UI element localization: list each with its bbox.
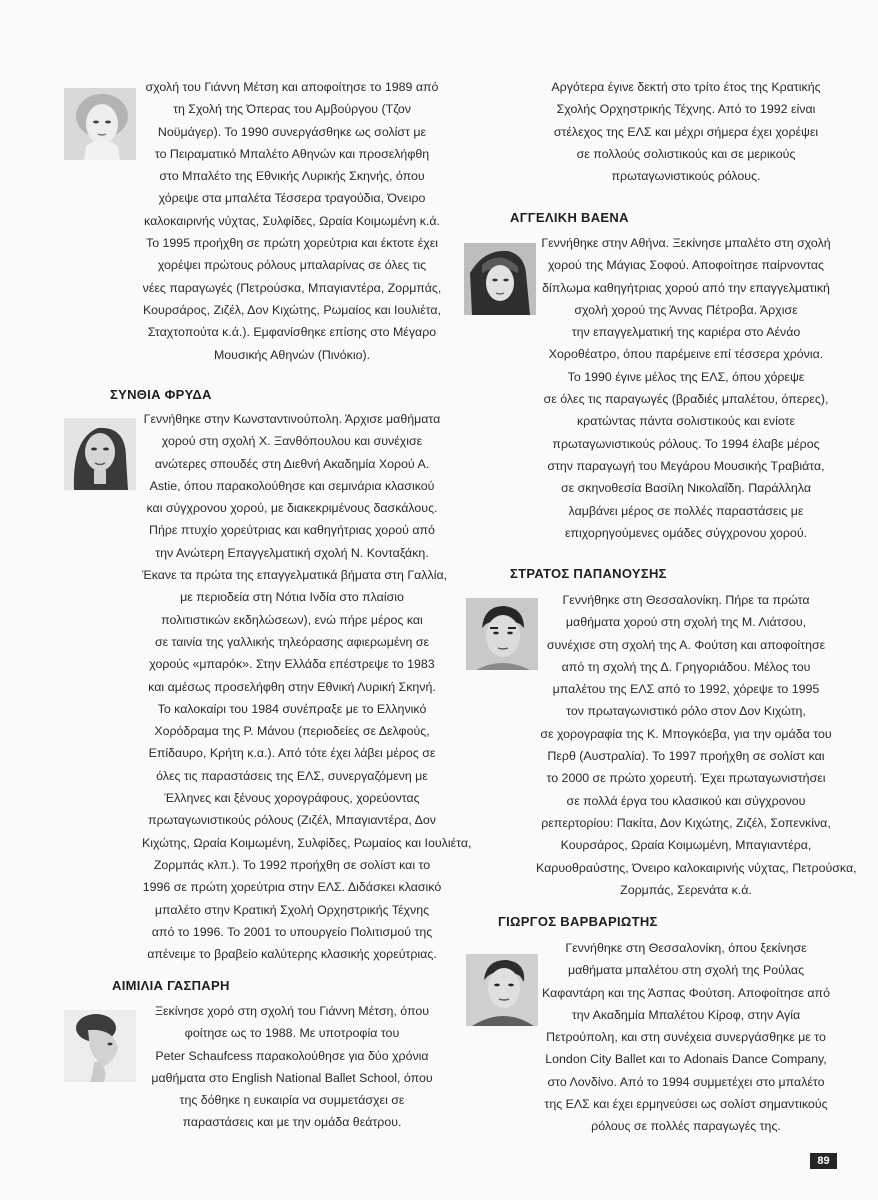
bio-line: στο Μπαλέτο της Εθνικής Λυρικής Σκηνής, όπου	[159, 169, 425, 184]
bio-line: δίπλωμα καθηγήτριας χορού από την επαγγελματική	[542, 280, 830, 295]
bio-line: το 2000 σε πρώτο χορευτή. Έχει πρωταγωνιστήσει	[546, 771, 826, 786]
bio-line: την Ακαδημία Μπαλέτου Κίροφ, στην Αγία	[571, 1007, 801, 1022]
bio-line: χορούς «μπαρόκ». Στην Ελλάδα επέστρεψε το 1983	[149, 657, 435, 672]
bio-line: τη Σχολή της Όπερας του Αμβούργου (Τζον	[173, 102, 411, 117]
bio-line: παραστάσεις και με την ομάδα θεάτρου.	[182, 1115, 402, 1130]
bio-line: Πήρε πτυχίο χορεύτριας και καθηγήτριας χορού από	[149, 523, 435, 538]
bio-line: σε όλες τις παραγωγές (βραδιές μπαλέτου, όπερες),	[543, 392, 829, 407]
bio-line: σχολή του Γιάννη Μέτση και αποφοίτησε το 1989 από	[145, 80, 439, 94]
portrait-image	[466, 598, 538, 670]
portrait-image	[64, 418, 136, 490]
bio-line: λαμβάνει μέρος σε πολλές παραστάσεις με	[568, 503, 804, 518]
dancer-photo	[466, 954, 538, 1026]
bio-line: ανώτερες σπουδές στη Διεθνή Ακαδημία Χορού Α.	[154, 456, 430, 471]
bio-line: όλες τις παραστάσεις της ΕΛΣ, συνεργαζόμενη με	[156, 768, 428, 783]
dancer-name: ΣΤΡΑΤΟΣ ΠΑΠΑΝΟΥΣΗΣ	[510, 566, 667, 581]
bio-line: Πετρούπολη, και στη συνέχεια συνεργάσθηκε με το	[546, 1030, 826, 1045]
bio-line: 1996 σε πρώτη χορεύτρια στην ΕΛΣ. Διδάσκει κλασικό	[142, 880, 442, 895]
dancer-photo	[464, 243, 536, 315]
bio-line: Κουρσάρος, Ζιζέλ, Δον Κιχώτης, Ρωμαίος και Ιουλιέτα,	[143, 302, 441, 317]
portrait-image	[466, 954, 538, 1026]
bio-line: φοίτησε ως το 1988. Με υποτροφία του	[184, 1026, 400, 1041]
bio-line: Χορόδραμα της Ρ. Μάνου (περιοδείες σε Δελφούς,	[154, 724, 430, 739]
bio-line: καλοκαιρινής νύχτας, Συλφίδες, Ωραία Κοιμωμένη κ.ά.	[144, 213, 440, 228]
bio-line: Γεννήθηκε στην Κωνσταντινούπολη. Άρχισε μαθήματα	[143, 412, 441, 426]
bio-line: απένειμε το βραβείο καλύτερης κλασικής χορεύτριας.	[147, 947, 437, 962]
dancer-bio	[142, 1000, 442, 1134]
dancer-name: ΑΙΜΙΛΙΑ ΓΑΣΠΑΡΗ	[112, 978, 230, 993]
bio-line: Γεννήθηκε στη Θεσσαλονίκη, όπου ξεκίνησε	[565, 941, 807, 955]
bio-line: με περιοδεία στη Νότια Ινδία στο πλαίσιο	[180, 590, 404, 605]
bio-line: πολιτιστικών εκδηλώσεων), ενώ πήρε μέρος και	[161, 612, 423, 627]
portrait-image	[64, 88, 136, 160]
bio-line: ρεπερτορίου: Πακίτα, Δον Κιχώτης, Ζιζέλ, Σοπενκίνα,	[541, 815, 831, 830]
bio-line: ρόλους σε πολλές παραγωγές της.	[591, 1119, 781, 1134]
bio-line: Μουσικής Αθηνών (Πινόκιο).	[213, 347, 371, 362]
bio-line: στο Λονδίνο. Από το 1994 συμμετέχει στο μπαλέτο	[547, 1074, 825, 1089]
bio-line: Το 1995 προήχθη σε πρώτη χορεύτρια και έκτοτε έχει	[145, 236, 439, 251]
bio-line: Σχολής Ορχηστρικής Τέχνης. Από το 1992 είναι	[556, 102, 816, 117]
bio-line: μαθήματα μπαλέτου στη σχολή της Ρούλας	[567, 963, 805, 978]
bio-line: σε χορογραφία της Κ. Μπογκόεβα, για την ομάδα του	[540, 726, 832, 741]
bio-line: Κιχώτης, Ωραία Κοιμωμένη, Συλφίδες, Ρωμαίος και Ιουλιέτα,	[142, 835, 472, 850]
bio-line: πρωταγωνιστικούς ρόλους. Το 1994 έλαβε μέρος	[552, 436, 820, 451]
dancer-photo	[64, 418, 136, 490]
bio-line: μπαλέτο στην Κρατική Σχολή Ορχηστρικής Τέχνης	[154, 902, 430, 917]
bio-line: στην παραγωγή του Μεγάρου Μουσικής Τραβιάτα,	[547, 458, 825, 473]
bio-line: Το καλοκαίρι του 1984 συνέπραξε με το Ελληνικό	[157, 701, 427, 716]
dancer-bio	[536, 232, 836, 544]
bio-line: μπαλέτου της ΕΛΣ από το 1992, χόρεψε το 1995	[552, 682, 820, 697]
bio-line: συνέχισε στη σχολή της Α. Φούτση και αποφοίτησε	[546, 637, 826, 652]
bio-line: πρωταγωνιστικούς ρόλους (Ζιζέλ, Μπαγιαντέρα, Δον	[148, 813, 436, 828]
bio-line: Έκανε τα πρώτα της επαγγελματικά βήματα στη Γαλλία,	[142, 568, 448, 583]
bio-line: Σταχτοπούτα κ.ά.). Εμφανίσθηκε επίσης στο Μέγαρο	[147, 325, 437, 340]
bio-line: Γεννήθηκε στην Αθήνα. Ξεκίνησε μπαλέτο στη σχολή	[541, 236, 831, 250]
dancer-photo	[64, 1010, 136, 1082]
bio-line: Το 1990 έγινε μέλος της ΕΛΣ, όπου χόρεψε	[567, 369, 805, 384]
bio-line: μαθήματα στο English National Ballet School, όπου	[151, 1070, 433, 1085]
bio-line: Γεννήθηκε στη Θεσσαλονίκη. Πήρε τα πρώτα	[562, 593, 810, 607]
dancer-photo	[64, 88, 136, 160]
bio-line: Χοροθέατρο, όπου παρέμεινε επί τέσσερα χρόνια.	[548, 347, 824, 362]
bio-line: Ζορμπάς κλπ.). Το 1992 προήχθη σε σολίστ και το	[153, 857, 431, 872]
bio-line: Έλληνες και ξένους χορογράφους, χορεύοντας	[164, 791, 420, 806]
portrait-image	[64, 1010, 136, 1082]
bio-line: από το 1996. Το 2001 το υπουργείο Πολιτισμού της	[151, 924, 433, 939]
bio-line: τον πρωταγωνιστικό ρόλο στον Δον Κιχώτη,	[566, 704, 806, 719]
bio-line: Καρυοθραύστης, Όνειρο καλοκαιρινής νύχτας, Πετρούσκα,	[536, 860, 857, 875]
bio-line: την επαγγελματική της καριέρα στο Αένάο	[571, 325, 801, 340]
bio-line: της ΕΛΣ και έχει ερμηνεύσει ως σολίστ σημαντικούς	[544, 1097, 828, 1112]
bio-line: νέες παραγωγές (Πετρούσκα, Μπαγιαντέρα, Ζορμπάς,	[142, 280, 442, 295]
portrait-image	[464, 243, 536, 315]
bio-line: Ζορμπάς, Σερενάτα κ.ά.	[620, 882, 752, 897]
bio-line: σε σκηνοθεσία Βασίλη Νικολαΐδη. Παράλληλα	[561, 481, 811, 496]
bio-line: χορέψει πρώτους ρόλους μπαλαρίνας σε όλες τις	[157, 258, 427, 273]
bio-line: κρατώντας πάντα σολιστικούς και ενίοτε	[576, 414, 796, 429]
dancer-name: ΓΙΩΡΓΟΣ ΒΑΡΒΑΡΙΩΤΗΣ	[498, 914, 658, 929]
bio-line: χόρεψε στα μπαλέτα Τέσσερα τραγούδια, Όνειρο	[158, 191, 426, 206]
bio-line: στέλεχος της ΕΛΣ και μέχρι σήμερα έχει χορέψει	[553, 124, 819, 139]
bio-line: πρωταγωνιστικούς ρόλους.	[611, 169, 761, 184]
bio-line: Καφαντάρη και της Άσπας Φούτση. Αποφοίτησε από	[542, 985, 830, 1000]
bio-line: Αργότερα έγινε δεκτή στο τρίτο έτος της Κρατικής	[551, 80, 821, 94]
bio-line: Επίδαυρο, Κρήτη κ.α.). Από τότε έχει λάβει μέρος σε	[148, 746, 436, 761]
dancer-bio	[142, 76, 442, 366]
bio-line: London City Ballet και το Adonais Dance Company,	[545, 1052, 827, 1067]
dancer-bio	[142, 408, 472, 965]
dancer-bio	[536, 937, 836, 1138]
bio-line: Νοϋμάγερ). Το 1990 συνεργάσθηκε ως σολίστ με	[157, 124, 427, 139]
dancer-bio	[536, 76, 836, 187]
bio-line: Περθ (Αυστραλία). Το 1997 προήχθη σε σολίστ και	[547, 749, 825, 764]
bio-line: και σύγχρονου χορού, με διακεκριμένους δασκάλους.	[146, 501, 438, 516]
bio-line: σε ταινία της γαλλικής τηλεόρασης αφιερωμένη σε	[154, 634, 430, 649]
bio-line: της δόθηκε η ευκαιρία να συμμετάσχει σε	[179, 1093, 405, 1108]
dancer-name: ΣΥΝΘΙΑ ΦΡΥΔΑ	[110, 387, 212, 402]
dancer-name: ΑΓΓΕΛΙΚΗ ΒΑΕΝΑ	[510, 210, 629, 225]
bio-line: από τη σχολή της Δ. Γρηγοριάδου. Μέλος του	[561, 659, 811, 674]
bio-line: και αμέσως προσελήφθη στην Εθνική Λυρική Σκηνή.	[148, 679, 436, 694]
bio-line: σε πολλούς σολιστικούς και σε μερικούς	[576, 146, 796, 161]
bio-line: το Πειραματικό Μπαλέτο Αθηνών και προσελήφθη	[154, 146, 430, 161]
bio-line: σε πολλά έργα του κλασικού και σύγχρονου	[566, 793, 806, 808]
bio-line: Peter Schaufcess παρακολούθησε για δύο χρόνια	[155, 1048, 429, 1063]
bio-line: την Ανώτερη Επαγγελματική σχολή Ν. Κονταξάκη.	[155, 545, 429, 560]
dancer-bio	[536, 589, 857, 901]
page-number: 89	[810, 1153, 837, 1169]
bio-line: επιχορηγούμενες ομάδες σύγχρονου χορού.	[564, 525, 808, 540]
bio-line: χορού της Μάγιας Σοφού. Αποφοίτησε παίρνοντας	[548, 258, 824, 273]
bio-line: μαθήματα χορού στη σχολή της Μ. Λιάτσου,	[565, 615, 807, 630]
bio-line: Astie, όπου παρακολούθησε και σεμινάρια κλασικού	[149, 478, 435, 493]
dancer-photo	[466, 598, 538, 670]
bio-line: Κουρσάρος, Ωραία Κοιμωμένη, Μπαγιαντέρα,	[560, 838, 812, 853]
bio-line: Ξεκίνησε χορό στη σχολή του Γιάννη Μέτση, όπου	[154, 1004, 430, 1018]
bio-line: χορού στη σχολή Χ. Ξανθόπουλου και συνέχισε	[161, 434, 423, 449]
bio-line: σχολή χορού της Άννας Πέτροβα. Άρχισε	[574, 302, 798, 317]
